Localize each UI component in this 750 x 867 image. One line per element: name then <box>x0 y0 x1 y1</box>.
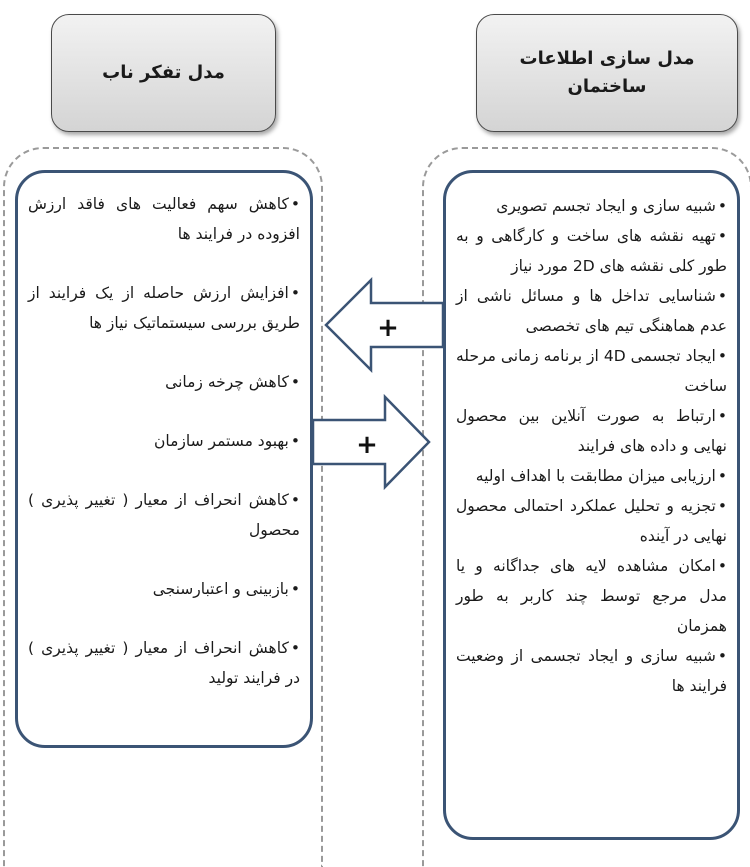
lean-principle-text: کاهش سهم فعالیت های فاقد ارزش افزوده در فرایند ها <box>28 195 300 243</box>
lean-principle-item <box>28 426 300 456</box>
lean-principle-text: کاهش انحراف از معیار ( تغییر پذیری ) محصول <box>28 491 300 539</box>
bullet-icon: • <box>717 497 727 515</box>
bim-feature-item <box>456 281 727 341</box>
arrow-left-icon <box>326 280 444 370</box>
bim-feature-item <box>456 491 727 551</box>
bim-feature-text: ارتباط به صورت آنلاین بین محصول نهایی و داده های فرایند <box>456 407 727 455</box>
lean-principle-item <box>28 574 300 604</box>
bim-feature-text: تجزیه و تحلیل عملکرد احتمالی محصول نهایی در آینده <box>456 497 727 545</box>
bim-feature-text: شبیه سازی و ایجاد تجسمی از وضعیت فرایند ها <box>456 647 727 695</box>
arrow-right-icon <box>312 397 430 487</box>
bim-feature-item <box>456 221 727 281</box>
bim-header-line1: مدل سازی اطلاعات <box>519 48 695 69</box>
bullet-icon: • <box>290 373 300 391</box>
bullet-icon: • <box>717 407 727 425</box>
arrow-right-plus: + <box>356 430 378 460</box>
lean-header-title: مدل تفکر ناب <box>102 62 225 83</box>
bim-feature-item <box>456 461 727 491</box>
lean-principle-item <box>28 367 300 397</box>
lean-principle-text: افزایش ارزش حاصله از یک فرایند از طریق بررسی سیستماتیک نیاز ها <box>28 284 300 332</box>
bullet-icon: • <box>290 195 300 213</box>
bullet-icon: • <box>717 347 728 365</box>
bim-feature-text: امکان مشاهده لایه های جداگانه و یا مدل مرجع توسط چند کاربر به طور همزمان <box>456 557 727 635</box>
bim-feature-item <box>456 341 727 401</box>
lean-principle-text: کاهش چرخه زمانی <box>165 373 289 391</box>
bim-feature-text: ایجاد تجسمی 4D از برنامه زمانی مرحله ساخت <box>456 347 727 395</box>
lean-principles-box <box>15 170 313 748</box>
lean-principle-text: کاهش انحراف از معیار ( تغییر پذیری ) در فرایند تولید <box>28 639 300 687</box>
bullet-icon: • <box>290 580 300 598</box>
bim-feature-text: شبیه سازی و ایجاد تجسم تصویری <box>496 197 716 215</box>
bullet-icon: • <box>717 647 727 665</box>
bullet-icon: • <box>290 491 300 509</box>
lean-principles-list <box>28 189 300 693</box>
bim-header-box <box>476 14 738 132</box>
bullet-icon: • <box>717 467 727 485</box>
bim-feature-text: شناسایی تداخل ها و مسائل ناشی از عدم هماهنگی تیم های تخصصی <box>456 287 727 335</box>
bim-features-list <box>456 191 727 701</box>
lean-principle-text: بازبینی و اعتبارسنجی <box>152 580 289 598</box>
bullet-icon: • <box>290 432 300 450</box>
lean-principle-item <box>28 633 300 693</box>
bim-feature-item <box>456 551 727 641</box>
bim-feature-text: تهیه نقشه های ساخت و کارگاهی و به طور کلی نقشه های 2D مورد نیاز <box>456 227 727 275</box>
bim-feature-item <box>456 641 727 701</box>
bim-feature-item <box>456 401 727 461</box>
lean-principle-item <box>28 278 300 338</box>
bim-feature-text: ارزیابی میزان مطابقت با اهداف اولیه <box>475 467 716 485</box>
bullet-icon: • <box>290 284 300 302</box>
lean-principle-item <box>28 485 300 545</box>
arrow-left-plus: + <box>377 313 399 343</box>
bim-features-box <box>443 170 740 840</box>
lean-header-box <box>51 14 276 132</box>
bullet-icon: • <box>717 557 727 575</box>
bullet-icon: • <box>717 287 727 305</box>
bim-header-line2: ساختمان <box>567 76 647 97</box>
bullet-icon: • <box>717 197 727 215</box>
bim-feature-item <box>456 191 727 221</box>
bullet-icon: • <box>717 227 727 245</box>
lean-principle-item <box>28 189 300 249</box>
bullet-icon: • <box>290 639 300 657</box>
lean-principle-text: بهبود مستمر سازمان <box>154 432 289 450</box>
